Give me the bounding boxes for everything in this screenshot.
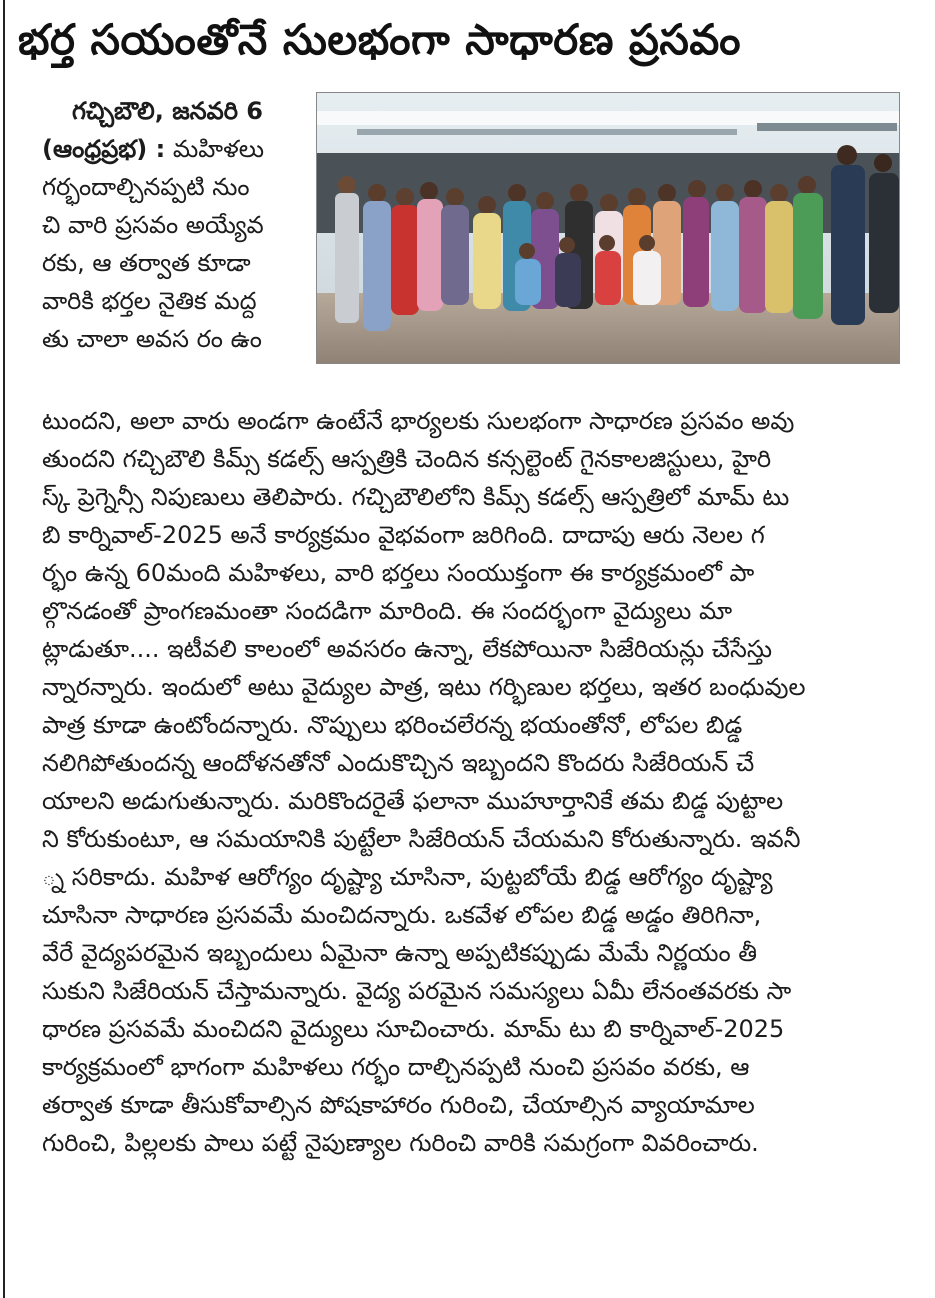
group-photo-illustration [317, 93, 900, 364]
article-headline: భర్త సయంతోనే సులభంగా సాధారణ ప్రసవం [18, 15, 742, 64]
body-line: చూసినా సాధారణ ప్రసవమే మంచిదన్నారు. ఒకవేళ లోపల బిడ్డ అడ్డం తిరిగినా, [42, 901, 762, 929]
body-line: గర్భందాల్చినప్పటి నుం [42, 173, 250, 201]
body-line: తు చాలా అవస రం ఉం [42, 325, 262, 353]
body-line: కార్యక్రమంలో భాగంగా మహిళలు గర్భం దాల్చినప్పటి నుంచి ప్రసవం వరకు, ఆ [42, 1053, 750, 1081]
source-row [42, 130, 308, 168]
body-line: సుకుని సిజేరియన్ చేస్తామన్నారు. వైద్య పరమైన సమస్యలు ఏమీ లేనంతవరకు సా [42, 977, 792, 1005]
body-line: ్న సరికాదు. మహిళ ఆరోగ్యం దృష్ట్యా చూసినా, పుట్టబోయే బిడ్డ ఆరోగ్యం దృష్ట్యా [42, 863, 773, 891]
source-label: (ఆంధ్రప్రభ) : [42, 135, 166, 163]
body-line: పాత్ర కూడా ఉంటోందన్నారు. నొప్పులు భరించలేరన్న భయంతోనో, లోపల బిడ్డ [42, 711, 743, 739]
body-line: న్నారన్నారు. ఇందులో అటు వైద్యుల పాత్ర, ఇటు గర్భిణుల భర్తలు, ఇతర బంధువుల [42, 673, 806, 701]
body-line: గురించి, పిల్లలకు పాలు పట్టే నైపుణ్యాల గురించి వారికి సమగ్రంగా వివరించారు. [42, 1129, 759, 1157]
body-line: రకు, ఆ తర్వాత కూడా [42, 249, 251, 277]
body-line: టుందని, అలా వారు అండగా ఉంటేనే భార్యలకు సులభంగా సాధారణ ప్రసవం అవు [42, 407, 795, 435]
body-line: ల్గొనడంతో ప్రాంగణమంతా సందడిగా మారింది. ఈ సందర్భంగా వైద్యులు మా [42, 597, 733, 625]
body-line: వేరే వైద్యపరమైన ఇబ్బందులు ఏమైనా ఉన్నా అప్పటికప్పుడు మేమే నిర్ణయం తీ [42, 939, 758, 967]
body-line: తర్వాత కూడా తీసుకోవాల్సిన పోషకాహారం గురించి, చేయాల్సిన వ్యాయామాల [42, 1091, 755, 1119]
body-line: బి కార్నివాల్-2025 అనే కార్యక్రమం వైభవంగా జరిగింది. దాదాపు ఆరు నెలల గ [42, 521, 765, 549]
body-line: ని కోరుకుంటూ, ఆ సమయానికి పుట్టేలా సిజేరియన్ చేయమని కోరుతున్నారు. ఇవనీ [42, 825, 801, 853]
body-line: ట్లాడుతూ.... ఇటీవలి కాలంలో అవసరం ఉన్నా, లేకపోయినా సిజేరియన్లు చేసేస్తు [42, 635, 772, 663]
body-line: నలిగిపోతుందన్న ఆందోళనతోనో ఎందుకొచ్చిన ఇబ్బందని కొందరు సిజేరియన్ చే [42, 749, 755, 777]
body-line: యాలని అడుగుతున్నారు. మరికొందరైతే ఫలానా ముహూర్తానికే తమ బిడ్డ పుట్టాల [42, 787, 784, 815]
body-line: వారికి భర్తల నైతిక మద్ద [42, 287, 257, 315]
dateline: గచ్చిబౌలి, జనవరి 6 [72, 97, 263, 125]
body-line: తుందని గచ్చిబౌలి కిమ్స్ కడల్స్ ఆస్పత్రికి చెందిన కన్సల్టెంట్ గైనకాలజిస్టులు, హైరి [42, 445, 772, 473]
column-rule [3, 0, 5, 1298]
body-line: ర్భం ఉన్న 60మంది మహిళలు, వారి భర్తలు సంయుక్తంగా ఈ కార్యక్రమంలో పా [42, 559, 755, 587]
body-line: చి వారి ప్రసవం అయ్యేవ [42, 211, 264, 239]
body-text: మహిళలు [172, 135, 265, 163]
event-group-photo [316, 92, 900, 364]
body-line: స్క్ ప్రెగ్నెన్సీ నిపుణులు తెలిపారు. గచ్చిబౌలిలోని కిమ్స్ కడల్స్ ఆస్పత్రిలో మామ్ టు [42, 483, 790, 511]
body-line: ధారణ ప్రసవమే మంచిదని వైద్యులు సూచించారు. మామ్ టు బి కార్నివాల్-2025 [42, 1015, 785, 1043]
dateline-row [72, 92, 308, 130]
